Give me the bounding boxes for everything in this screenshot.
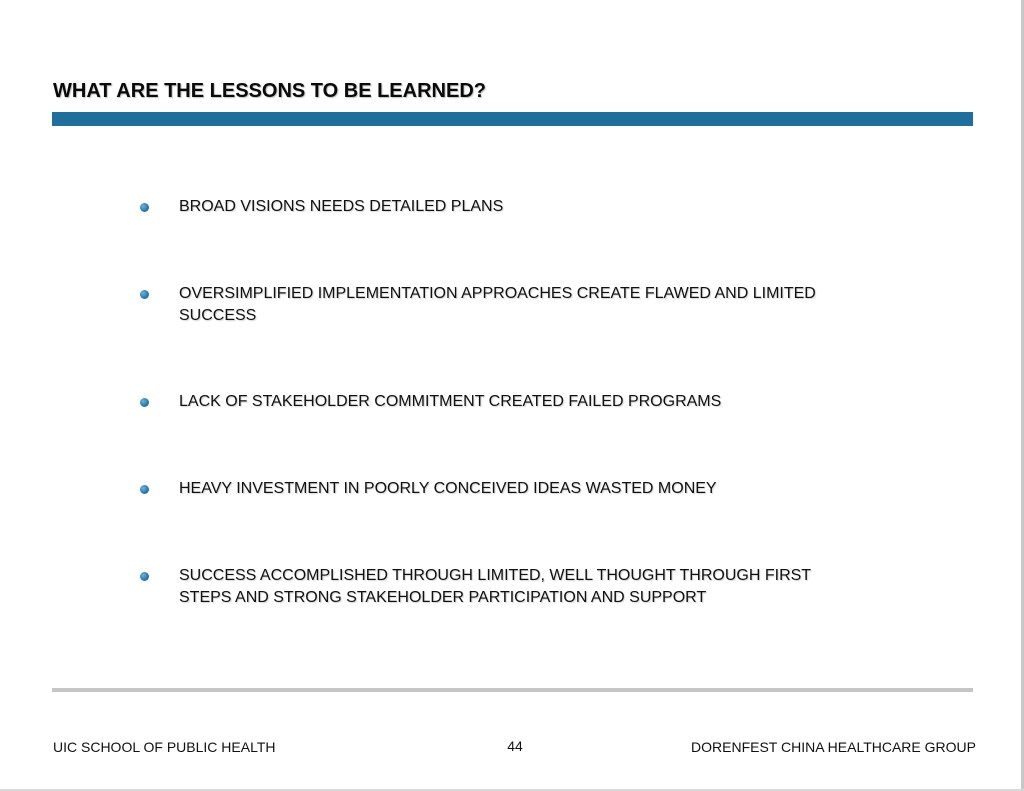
bullet-text: LACK OF STAKEHOLDER COMMITMENT CREATED FAILED PROGRAMS (179, 393, 722, 410)
bullet-dot-icon (140, 398, 149, 407)
bullet-text: SUCCESS ACCOMPLISHED THROUGH LIMITED, WELL THOUGHT THROUGH FIRST STEPS AND STRONG STAKEHOLDER PARTICIPATION AND SUPPORT (179, 567, 811, 606)
footer-divider (52, 688, 973, 692)
bullet-dot-icon (140, 290, 149, 299)
slide-title: WHAT ARE THE LESSONS TO BE LEARNED? (53, 80, 486, 102)
bullet-text: OVERSIMPLIFIED IMPLEMENTATION APPROACHES CREATE FLAWED AND LIMITED SUCCESS (179, 285, 816, 324)
page-number: 44 (507, 738, 523, 754)
footer-company: DORENFEST CHINA HEALTHCARE GROUP (691, 739, 976, 755)
bullet-dot-icon (140, 485, 149, 494)
bullet-dot-icon (140, 203, 149, 212)
footer-organization: UIC SCHOOL OF PUBLIC HEALTH (53, 739, 276, 755)
title-accent-bar (52, 112, 973, 126)
bullet-dot-icon (140, 572, 149, 581)
bullet-text: BROAD VISIONS NEEDS DETAILED PLANS (179, 198, 504, 215)
bullet-text: HEAVY INVESTMENT IN POORLY CONCEIVED IDEAS WASTED MONEY (179, 480, 717, 497)
